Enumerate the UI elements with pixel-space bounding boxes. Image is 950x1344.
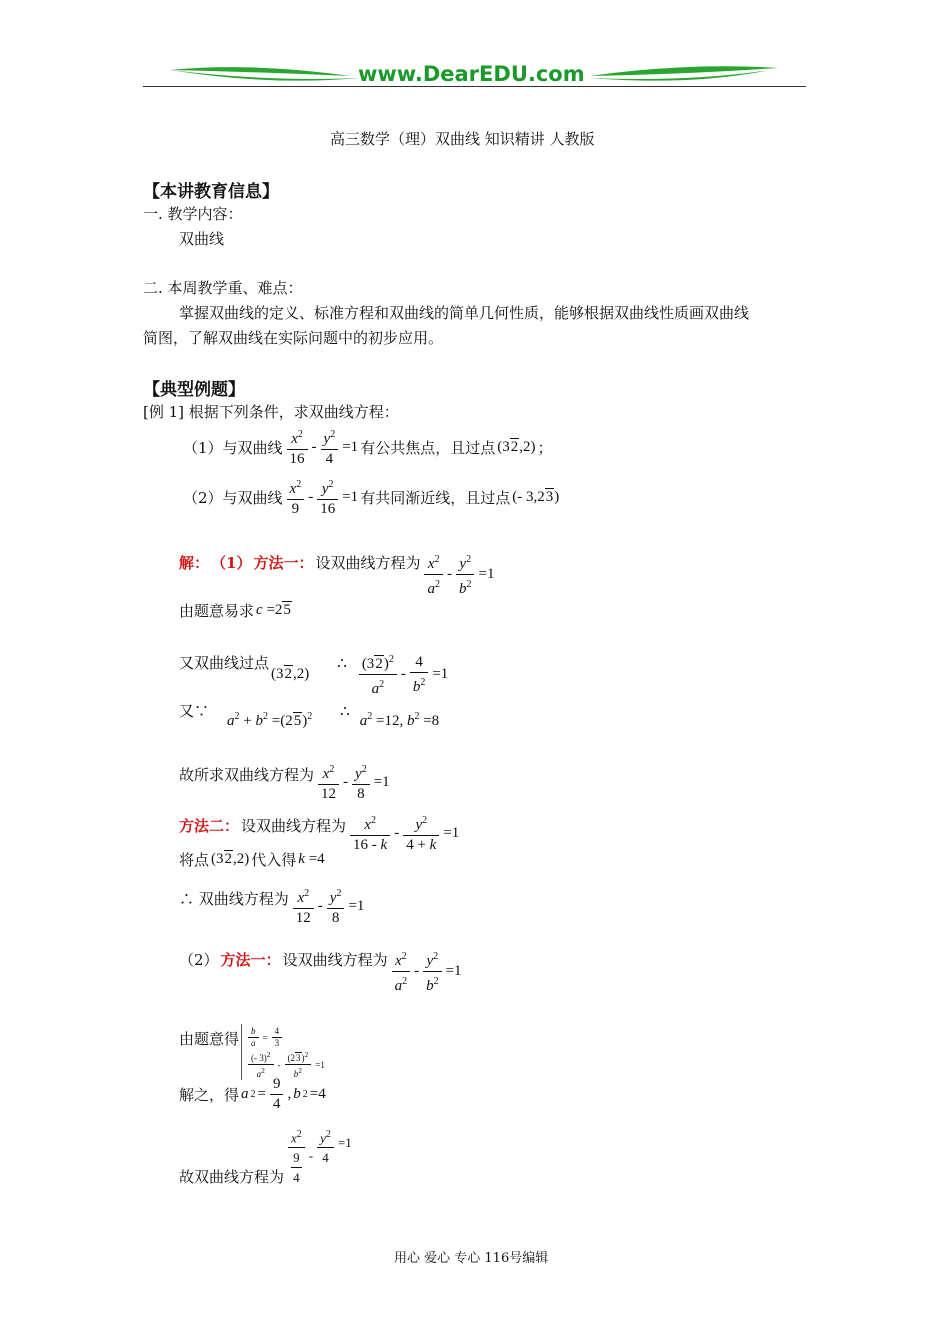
system-equations: $\frac{b}{a}$ = $\frac{4}{3}$ $\frac{(- 3)^2}{a^2}$ - $\frac{(23)^2}{b^2}$ =1 [241, 1024, 325, 1080]
system-text: 由题意得 [179, 1029, 240, 1048]
pass-text: 又双曲线过点 [179, 654, 270, 672]
item1-label: 一. 教学内容： [143, 205, 243, 223]
q1-suffix: 有公共焦点，且过点 [360, 438, 496, 457]
question-1 [183, 425, 552, 469]
method1-label: 方法一： [253, 554, 314, 572]
result2-line [179, 876, 365, 926]
q1-equation: $\frac{x^2}{16}$ - $\frac{y^2}{4}$ =1 [285, 425, 359, 469]
solution-part1-label: （1） [211, 554, 252, 572]
ab-values: $a^2 =12$, $b^2 =8$ [359, 711, 440, 729]
therefore-symbol: ∴ [337, 653, 347, 672]
method2-equation: $\frac{x^2}{16 - k}$ - $\frac{y^2}{4 + k}$ =1 [348, 811, 459, 855]
substitute-text: 将点 [179, 851, 210, 869]
method1-text: 设双曲线方程为 [315, 554, 421, 572]
question-2 [183, 475, 559, 519]
q2-point: (- 3,23) [512, 488, 560, 505]
result3-equation: $x^2$ 9 4 - $\frac{y^2}{4}$ =1 [286, 1125, 352, 1187]
result1-text: 故所求双曲线方程为 [179, 765, 315, 784]
part2-method1-line [179, 935, 462, 994]
pass-point-line [179, 638, 449, 697]
result3-line [179, 1125, 352, 1187]
section-heading-info: 【本讲教育信息】 [143, 182, 279, 202]
c-equation: c =25 [256, 602, 291, 618]
solution-label: 解： [179, 554, 210, 572]
substitute-line [179, 849, 325, 870]
q1-point: (32,2) [497, 438, 536, 455]
header-logo [170, 60, 780, 88]
item2-label: 二. 本周教学重、难点： [143, 279, 303, 297]
q2-suffix: 有共同渐近线，且过点 [360, 488, 511, 507]
q2-prefix: （2）与双曲线 [183, 488, 283, 507]
part2-label: （2） [179, 951, 219, 969]
solve-equation: a 2 = $\frac{9}{4}$ , b 2 =4 [241, 1076, 326, 1112]
pass-equation: $\frac{(32)^2}{a^2}$ - $\frac{4}{b^2}$ =1 [357, 650, 448, 699]
solution-method1 [179, 538, 495, 597]
page-footer: 用心 爱心 专心 116号编辑 [394, 1251, 549, 1266]
q1-end: ； [537, 438, 553, 457]
part2-method-label: 方法一： [220, 951, 281, 969]
result2-text: ∴ 双曲线方程为 [179, 889, 289, 908]
q2-equation: $\frac{x^2}{9}$ - $\frac{y^2}{16}$ =1 [285, 475, 359, 519]
substitute-text2: 代入得 [251, 851, 297, 869]
logo-text: www.DearEDU.com [358, 62, 585, 86]
because-line [179, 700, 440, 729]
solve-line [179, 1075, 326, 1114]
q1-prefix: （1）与双曲线 [183, 438, 283, 457]
part2-equation: $\frac{x^2}{a^2}$ - $\frac{y^2}{b^2}$ =1 [390, 947, 462, 996]
result1-line [179, 752, 390, 802]
general-equation: $\frac{x^2}{a^2}$ - $\frac{y^2}{b^2}$ =1 [422, 550, 494, 599]
k-value: k =4 [298, 851, 325, 867]
item2-body-line1: 掌握双曲线的定义、标准方程和双曲线的简单几何性质，能够根据双曲线性质画双曲线 [179, 304, 750, 322]
example1-intro: [例 1] 根据下列条件，求双曲线方程： [143, 403, 399, 421]
section-heading-examples: 【典型例题】 [143, 380, 245, 400]
method2-text: 设双曲线方程为 [241, 816, 347, 835]
page-title: 高三数学（理）双曲线 知识精讲 人教版 [330, 130, 595, 148]
c-text: 由题意易求 [179, 602, 255, 620]
system-line [179, 1010, 325, 1079]
because-text: 又∵ [179, 702, 210, 720]
pass-point: (32,2) [271, 666, 310, 682]
result1-equation: $\frac{x^2}{12}$ - $\frac{y^2}{8}$ =1 [316, 760, 390, 804]
therefore-symbol-2: ∴ [340, 701, 350, 720]
result2-equation: $\frac{x^2}{12}$ - $\frac{y^2}{8}$ =1 [291, 884, 365, 928]
part2-method-text: 设双曲线方程为 [282, 951, 388, 969]
item2-body-line2: 简图，了解双曲线在实际问题中的初步应用。 [143, 329, 444, 347]
method2-line [179, 803, 460, 853]
item1-body: 双曲线 [179, 230, 225, 248]
because-equation: $a^2 + b^2 =(25)^2$ [227, 711, 313, 729]
substitute-point: (32,2) [211, 851, 250, 867]
method2-label: 方法二： [179, 816, 240, 835]
solve-text: 解之，得 [179, 1086, 240, 1104]
c-value-line [179, 600, 292, 621]
header-rule [143, 86, 806, 87]
result3-text: 故双曲线方程为 [179, 1167, 285, 1186]
